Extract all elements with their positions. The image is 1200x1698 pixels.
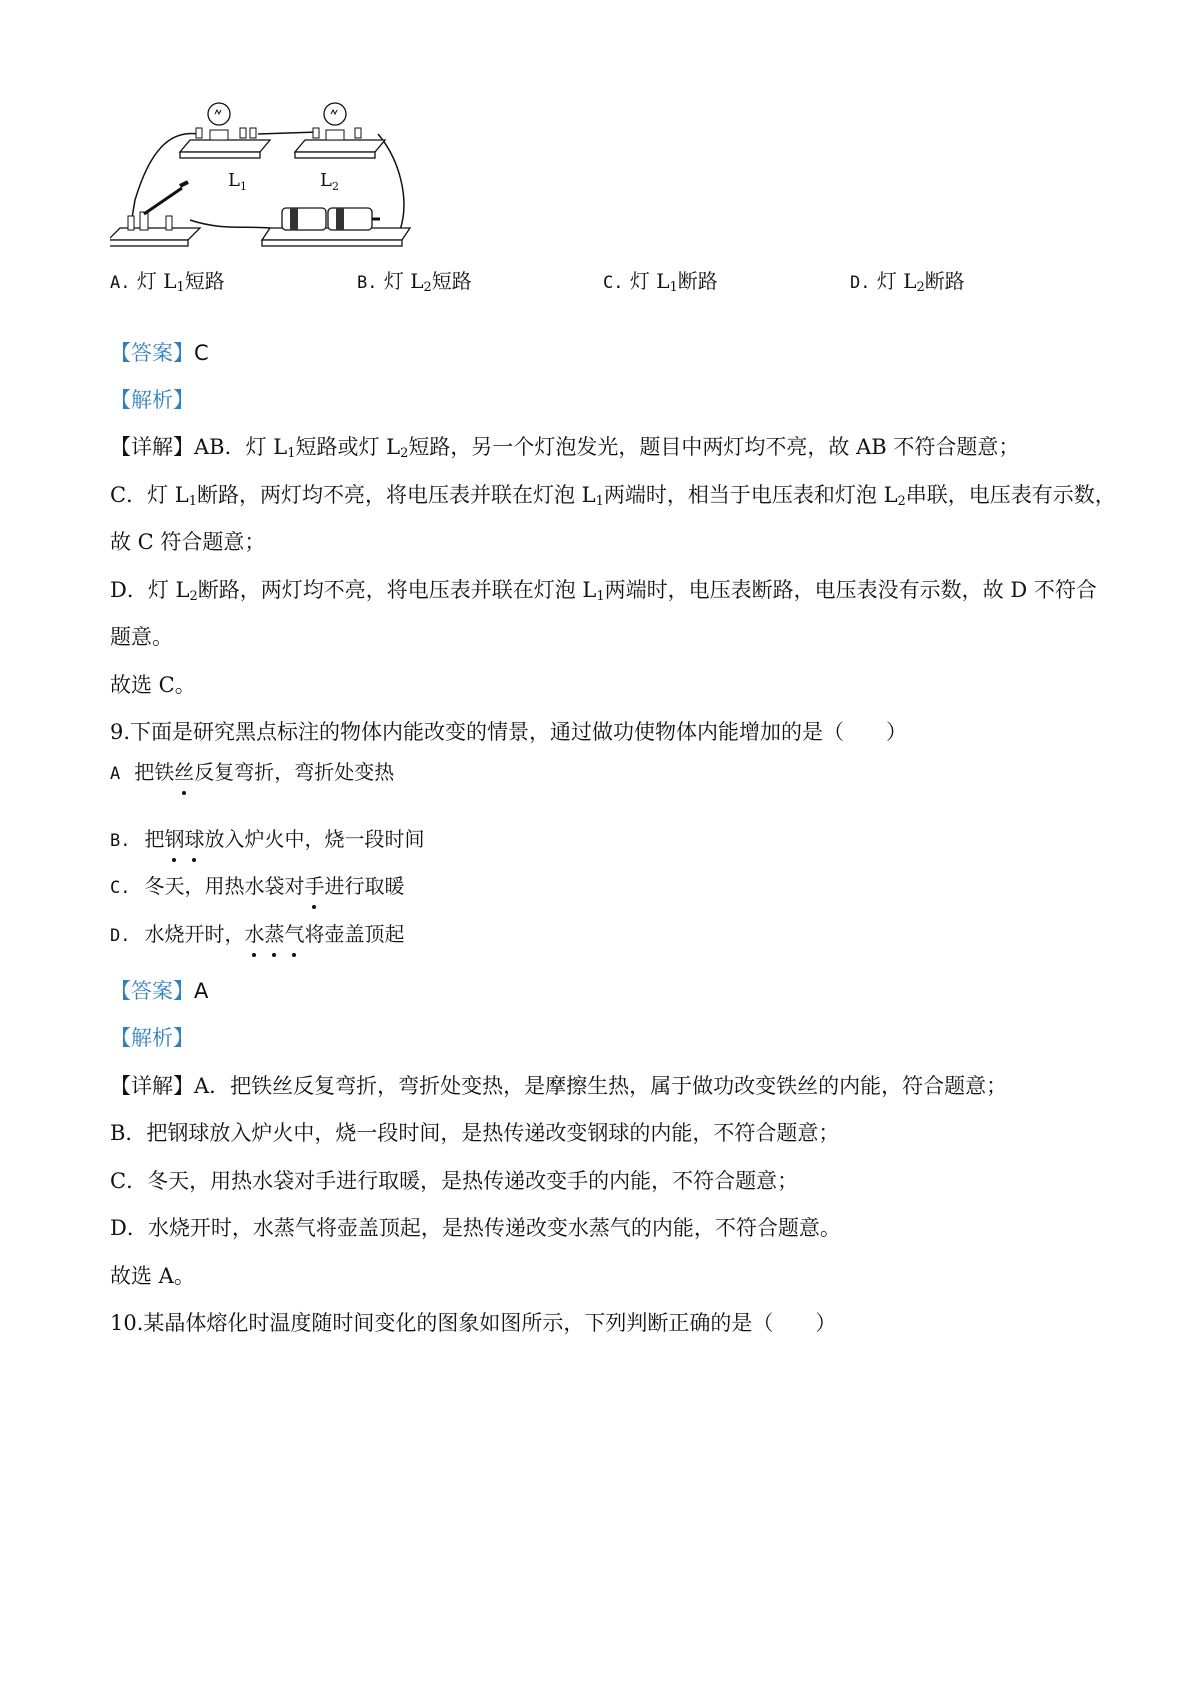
switch <box>110 182 200 246</box>
q10-stem: 10.某晶体熔化时温度随时间变化的图象如图所示，下列判断正确的是（ ） <box>110 1311 837 1335</box>
q9-option-d: D. 水烧开时，水蒸气将壶盖顶起 <box>110 919 404 951</box>
q8-answer: 【答案】C <box>110 341 209 365</box>
battery <box>262 208 410 246</box>
q9-detail-line-3: C．冬天，用热水袋对手进行取暖，是热传递改变手的内能，不符合题意； <box>110 1169 799 1193</box>
q9-answer: 【答案】A <box>110 979 209 1003</box>
q8-detail-line-3: 故 C 符合题意； <box>110 530 266 554</box>
wire-top <box>258 132 318 134</box>
q9-detail-line-4: D．水烧开时，水蒸气将壶盖顶起，是热传递改变水蒸气的内能，不符合题意。 <box>110 1216 841 1240</box>
label-l1: $L_1$ <box>228 170 247 193</box>
wire-right <box>378 134 404 230</box>
q8-detail-line-1: 【详解】AB．灯 $L_1$短路或灯 $L_2$短路，另一个灯泡发光，题目中两灯均不亮，故 AB 不符合题意； <box>110 435 1020 461</box>
option-a: A. 灯 $L_1$短路 <box>110 269 225 295</box>
wire-bottom <box>190 220 270 228</box>
q9-option-c: C. 冬天，用热水袋对手进行取暖 <box>110 871 404 903</box>
q9-detail-line-5: 故选 A。 <box>110 1264 195 1288</box>
lamp-l1 <box>180 103 270 158</box>
q8-detail-line-2: C．灯 $L_1$断路，两灯均不亮，将电压表并联在灯泡 $L_1$两端时，相当于电压表和灯泡 $L_2$串联，电压表有示数， <box>110 483 1116 509</box>
circuit-figure <box>110 100 430 270</box>
option-b: B. 灯 $L_2$短路 <box>357 269 472 295</box>
q8-detail-line-4: D．灯 $L_2$断路，两灯均不亮，将电压表并联在灯泡 $L_1$两端时，电压表断路，电压表没有示数，故 D 不符合 <box>110 578 1097 604</box>
q9-option-b: B. 把钢球放入炉火中，烧一段时间 <box>110 824 424 856</box>
q8-analysis: 【解析】 <box>110 388 194 412</box>
q9-analysis: 【解析】 <box>110 1026 194 1050</box>
lamp-l2 <box>295 103 385 158</box>
q8-detail-line-6: 故选 C。 <box>110 673 196 697</box>
label-l2: $L_2$ <box>320 170 339 193</box>
option-d: D. 灯 $L_2$断路 <box>850 269 965 295</box>
q9-detail-line-1: 【详解】A．把铁丝反复弯折，弯折处变热，是摩擦生热，属于做功改变铁丝的内能，符合题意； <box>110 1074 1008 1098</box>
q8-detail-line-5: 题意。 <box>110 625 173 649</box>
q9-option-a: A 把铁丝反复弯折，弯折处变热 <box>110 757 394 789</box>
q9-stem: 9.下面是研究黑点标注的物体内能改变的情景，通过做功使物体内能增加的是（ ） <box>110 720 908 744</box>
q9-detail-line-2: B．把钢球放入炉火中，烧一段时间，是热传递改变钢球的内能，不符合题意； <box>110 1121 840 1145</box>
option-c: C. 灯 $L_1$断路 <box>603 269 718 295</box>
